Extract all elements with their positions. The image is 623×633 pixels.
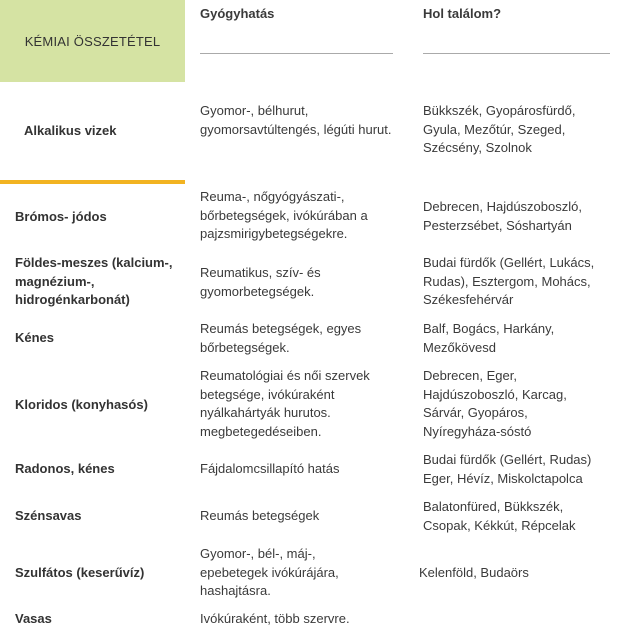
row-location: Balf, Bogács, Harkány, Mezőkövesd — [423, 321, 555, 355]
row-name: Szénsavas — [15, 507, 82, 523]
row-effect: Reuma-, nőgyógyászati-, bőrbetegségek, ivókúrában a pajzsmirigybetegségekre. — [200, 189, 368, 241]
row-location: Budai fürdők (Gellért, Rudas) Eger, Hévíz, Miskolctapolca — [423, 452, 592, 486]
row-location: Debrecen, Hajdúszoboszló, Pesterzsébet, Sóshartyán — [423, 199, 582, 233]
row-effect: Fájdalomcsillapító hatás — [200, 460, 340, 476]
row-location: Budai fürdők (Gellért, Lukács, Rudas), Esztergom, Mohács, Székesfehérvár — [423, 255, 595, 307]
effect-header-divider — [200, 53, 393, 54]
row-effect: Ivókúraként, több szervre. — [200, 610, 350, 626]
row-effect: Gyomor-, bél-, máj-, epebetegek ivókúrájára, hashajtásra. — [200, 546, 339, 598]
composition-header — [0, 0, 185, 82]
row-effect: Gyomor-, bélhurut, gyomorsavtúltengés, légúti hurut. — [200, 103, 392, 137]
row-name: Alkalikus vizek — [24, 122, 117, 138]
effect-column-header: Gyógyhatás — [200, 6, 275, 21]
row-effect: Reumatológiai és női szervek betegsége, ivókúraként nyálkahártyák hurutos. megbetegedéseiben. — [200, 368, 370, 439]
row-name: Földes-meszes (kalcium-, magnézium-, hidrogénkarbonát) — [15, 255, 173, 307]
row-location: Balatonfüred, Bükkszék, Csopak, Kékkút, Répcelak — [423, 499, 576, 533]
row-name: Kénes — [15, 329, 55, 345]
location-header-divider — [423, 53, 610, 54]
accent-divider — [0, 180, 185, 184]
location-column-header: Hol találom? — [423, 6, 502, 21]
row-location: Bükkszék, Gyopárosfürdő, Gyula, Mezőtúr, Szeged, Szécsény, Szolnok — [423, 103, 576, 155]
row-location: Debrecen, Eger, Hajdúszoboszló, Karcag, Sárvár, Gyopáros, Nyíregyháza-sóstó — [423, 368, 567, 439]
row-name: Vasas — [15, 610, 52, 626]
row-effect: Reumás betegségek — [200, 507, 320, 523]
row-location: Kelenföld, Budaörs — [419, 564, 529, 580]
composition-header-label: KÉMIAI ÖSSZETÉTEL — [24, 33, 161, 49]
row-effect: Reumás betegségek, egyes bőrbetegségek. — [200, 321, 362, 355]
row-name: Szulfátos (keserűvíz) — [15, 564, 145, 580]
row-effect: Reumatikus, szív- és gyomorbetegségek. — [200, 265, 321, 299]
row-name: Kloridos (konyhasós) — [15, 396, 148, 412]
row-name: Radonos, kénes — [15, 460, 115, 476]
row-name: Brómos- jódos — [15, 208, 107, 224]
